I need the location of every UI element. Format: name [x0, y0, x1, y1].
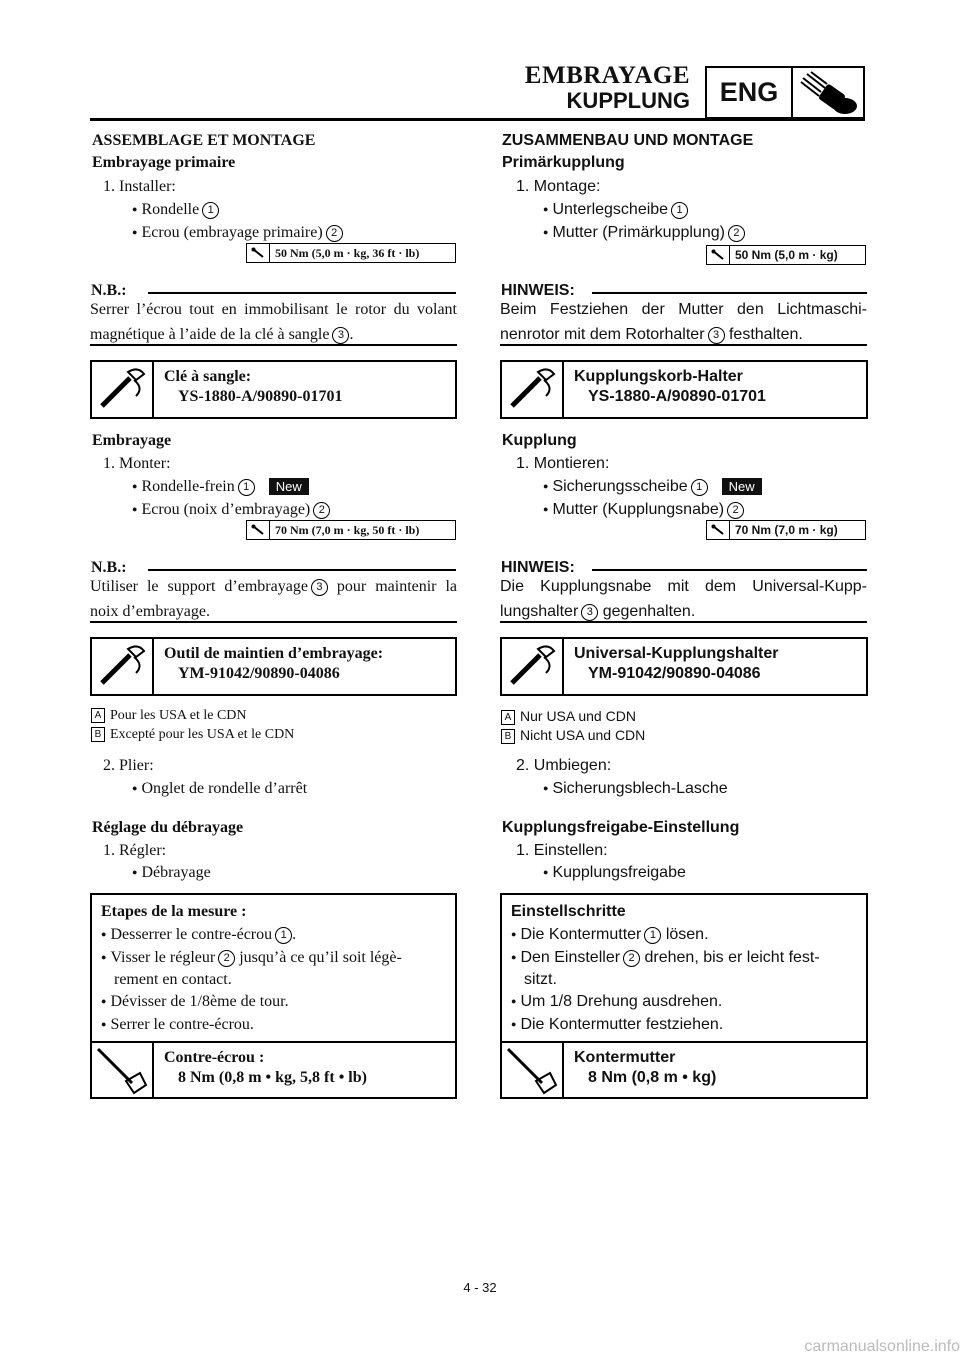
special-tool-box-1-fr: [90, 360, 457, 419]
release-step-de: 1. Einstellen:: [516, 842, 608, 859]
step-2-de: ● Den Einsteller 2 drehen, bis er leicht fest-: [511, 949, 820, 967]
locknut-value-de: 8 Nm (0,8 m • kg): [588, 1069, 717, 1086]
tool-name-2-de: Universal-Kupplungshalter: [574, 645, 779, 662]
step-1-fr: ● Desserrer le contre-écrou 1 .: [101, 926, 296, 944]
step-2b-fr: rement en contact.: [114, 971, 232, 988]
eng-label: ENG: [707, 68, 793, 117]
nb-label-2-de: HINWEIS:: [501, 559, 575, 576]
nb-end-rule-2-fr: [90, 621, 457, 623]
primary-item-1-de: ● Unterlegscheibe 1: [543, 201, 688, 219]
header-title-fr: EMBRAYAGE: [524, 62, 690, 89]
tool-code-2-de: YM-91042/90890-04086: [588, 665, 761, 682]
steps-title-fr: Etapes de la mesure :: [101, 903, 247, 920]
section-title-de: ZUSAMMENBAU UND MONTAGE: [502, 132, 754, 149]
special-tool-box-1-de: [500, 360, 868, 419]
step-4-fr: ● Serrer le contre-écrou.: [101, 1016, 254, 1034]
nb-end-rule-1-de: [500, 344, 867, 346]
torque-wrench-icon: [247, 244, 270, 262]
engine-icon: [795, 70, 861, 118]
measurement-steps-box-de: [500, 893, 868, 1099]
step-1-de: ● Die Kontermutter 1 lösen.: [511, 926, 709, 944]
clutch-title-de: Kupplung: [502, 432, 577, 449]
release-title-de: Kupplungsfreigabe-Einstellung: [502, 819, 740, 836]
section-title-fr: ASSEMBLAGE ET MONTAGE: [92, 132, 316, 149]
steps-title-de: Einstellschritte: [511, 903, 626, 920]
callout-3: 3: [332, 327, 349, 344]
bend-step-fr: 2. Plier:: [103, 757, 154, 774]
clutch-item-1-de: ● Sicherungsscheibe 1 New: [543, 478, 762, 496]
new-badge: New: [269, 478, 309, 495]
torque-spec-primary-de: 50 Nm (5,0 m · kg): [706, 245, 866, 265]
special-tool-box-2-fr: [90, 637, 457, 696]
special-tool-icon: [502, 639, 564, 694]
locknut-name-de: Kontermutter: [574, 1049, 676, 1066]
locknut-name-fr: Contre-écrou :: [164, 1049, 265, 1066]
measurement-steps-box-fr: [90, 893, 457, 1099]
nb-label-2-fr: N.B.:: [91, 559, 127, 576]
nb-text-1-fr: Serrer l’écrou tout en immobilisant le rotor du volant magnétique à l’aide de la clé à sangle 3 .: [90, 301, 457, 343]
clutch-step-de: 1. Montieren:: [516, 455, 610, 472]
nb-rule-2-de: [592, 569, 867, 571]
tool-name-2-fr: Outil de maintien d’embrayage:: [164, 645, 384, 662]
tool-code-1-fr: YS-1880-A/90890-01701: [178, 388, 343, 405]
special-tool-box-2-de: [500, 637, 868, 696]
locknut-value-fr: 8 Nm (0,8 m • kg, 5,8 ft • lb): [178, 1069, 367, 1086]
step-4-de: ● Die Kontermutter festziehen.: [511, 1016, 723, 1034]
tool-name-1-fr: Clé à sangle:: [164, 368, 252, 385]
torque-wrench-icon: [247, 521, 270, 539]
primary-title-fr: Embrayage primaire: [92, 154, 236, 171]
note-b-fr: B Excepté pour les USA et le CDN: [91, 727, 294, 743]
tool-code-2-fr: YM-91042/90890-04086: [178, 665, 340, 682]
clutch-step-fr: 1. Monter:: [103, 455, 171, 472]
bend-step-de: 2. Umbiegen:: [516, 757, 612, 774]
clutch-item-1-fr: ● Rondelle-frein 1 New: [132, 478, 309, 496]
primary-step-fr: 1. Installer:: [103, 178, 176, 195]
nb-text-2-de: Die Kupplungsnabe mit dem Universal-Kupp-lungshalter 3 gegenhalten.: [500, 578, 867, 620]
header-title-de: KUPPLUNG: [566, 88, 690, 113]
release-title-fr: Réglage du débrayage: [92, 819, 244, 836]
special-tool-icon: [92, 362, 154, 417]
clutch-title-fr: Embrayage: [92, 432, 172, 449]
tool-code-1-de: YS-1880-A/90890-01701: [588, 388, 766, 405]
special-tool-icon: [502, 362, 564, 417]
nb-label-1-fr: N.B.:: [91, 282, 127, 299]
bend-item-fr: ● Onglet de rondelle d’arrêt: [132, 780, 307, 798]
release-step-fr: 1. Régler:: [103, 842, 167, 859]
nb-end-rule-2-de: [500, 621, 867, 623]
primary-item-1-fr: ● Rondelle 1: [132, 201, 219, 219]
primary-title-de: Primärkupplung: [502, 154, 625, 171]
callout-1: 1: [202, 202, 219, 219]
note-a-fr: A Pour les USA et le CDN: [91, 708, 247, 724]
note-b-de: B Nicht USA und CDN: [501, 727, 645, 744]
torque-spec-clutch-de: 70 Nm (7,0 m · kg): [706, 520, 866, 540]
new-badge: New: [722, 478, 762, 495]
watermark: carmanualsonline.info: [804, 1338, 960, 1355]
note-a-de: A Nur USA und CDN: [501, 708, 636, 725]
bend-item-de: ● Sicherungsblech-Lasche: [543, 780, 728, 798]
release-item-de: ● Kupplungsfreigabe: [543, 864, 686, 882]
step-3-fr: ● Dévisser de 1/8ème de tour.: [101, 993, 289, 1011]
eng-section-badge: [705, 66, 865, 119]
special-tool-icon: [92, 639, 154, 694]
release-item-fr: ● Débrayage: [132, 864, 211, 882]
step-3-de: ● Um 1/8 Drehung ausdrehen.: [511, 993, 722, 1011]
nb-label-1-de: HINWEIS:: [501, 282, 575, 299]
primary-item-2-de: ● Mutter (Primärkupplung) 2: [543, 224, 745, 242]
step-2-fr: ● Visser le régleur 2 jusqu’à ce qu’il soit légè-: [101, 949, 402, 967]
nb-text-2-fr: Utiliser le support d’embrayage 3 pour maintenir la noix d’embrayage.: [90, 578, 458, 620]
callout-2: 2: [326, 225, 343, 242]
nb-rule-1-de: [592, 292, 867, 294]
torque-wrench-icon: [707, 246, 730, 264]
torque-spec-primary-fr: 50 Nm (5,0 m · kg, 36 ft · lb): [246, 243, 456, 263]
clutch-item-2-fr: ● Ecrou (noix d’embrayage) 2: [132, 501, 330, 519]
nb-rule-1-fr: [148, 292, 456, 294]
primary-step-de: 1. Montage:: [516, 178, 601, 195]
torque-wrench-icon: [92, 1043, 154, 1097]
page-number: 4 - 32: [463, 1280, 497, 1295]
nb-rule-2-fr: [148, 569, 456, 571]
step-2b-de: sitzt.: [524, 971, 557, 988]
torque-wrench-icon: [502, 1043, 564, 1097]
tool-name-1-de: Kupplungskorb-Halter: [574, 368, 743, 385]
torque-spec-clutch-fr: 70 Nm (7,0 m · kg, 50 ft · lb): [246, 520, 456, 540]
clutch-item-2-de: ● Mutter (Kupplungsnabe) 2: [543, 501, 744, 519]
nb-end-rule-1-fr: [90, 344, 457, 346]
nb-text-1-de: Beim Festziehen der Mutter den Lichtmaschi-nenrotor mit dem Rotorhalter 3 festhalten.: [500, 301, 867, 343]
primary-item-2-fr: ● Ecrou (embrayage primaire) 2: [132, 224, 343, 242]
header-rule: [90, 118, 865, 121]
torque-wrench-icon: [707, 521, 730, 539]
